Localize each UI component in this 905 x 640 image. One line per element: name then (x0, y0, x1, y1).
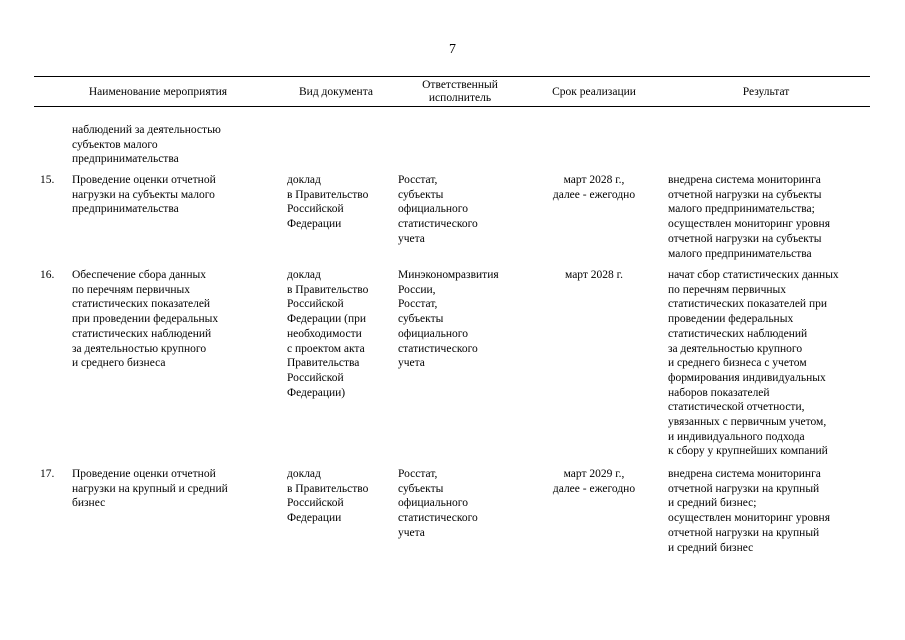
row-15-num: 15. (40, 174, 55, 186)
header-result: Результат (742, 86, 790, 98)
continuation-name: наблюдений за деятельностью субъектов малого предпринимательства (72, 124, 221, 166)
row-17-name: Проведение оценки отчетной нагрузки на крупный и средний бизнес (72, 468, 228, 510)
row-17-responsible: Росстат, субъекты официального статистического учета (398, 468, 478, 539)
row-17-num: 17. (40, 468, 55, 480)
row-15-result: внедрена система мониторинга отчетной нагрузки на субъекты малого предпринимательства; осуществлен мониторинг уровня отчетной нагрузки на субъекты малого предпринимательства (668, 174, 830, 260)
row-16-responsible: Минэкономразвития России, Росстат, субъекты официального статистического учета (398, 269, 499, 370)
header-responsible: Ответственный исполнитель (422, 79, 498, 104)
page-number: 7 (449, 42, 456, 57)
row-16-name: Обеспечение сбора данных по перечням первичных статистических показателей при проведении федеральных статистических наблюдений за деятельностью крупного и среднего бизнеса (72, 269, 219, 370)
row-15-name: Проведение оценки отчетной нагрузки на субъекты малого предпринимательства (72, 174, 216, 216)
row-15-term: март 2028 г., далее - ежегодно (552, 174, 636, 201)
table-header-bottom-rule (34, 106, 870, 107)
row-16-term: март 2028 г. (565, 269, 623, 281)
table-header-top-rule (34, 76, 870, 77)
row-15-responsible: Росстат, субъекты официального статистического учета (398, 174, 478, 245)
row-17-term: март 2029 г., далее - ежегодно (552, 468, 636, 495)
row-17-result: внедрена система мониторинга отчетной нагрузки на крупный и средний бизнес; осуществлен мониторинг уровня отчетной нагрузки на крупный и средний бизнес (668, 468, 830, 554)
row-17-doc-type: доклад в Правительство Российской Федерации (287, 468, 369, 525)
header-doc-type: Вид документа (299, 86, 373, 98)
header-term: Срок реализации (552, 86, 636, 98)
row-15-doc-type: доклад в Правительство Российской Федерации (287, 174, 369, 231)
header-name: Наименование мероприятия (88, 86, 228, 98)
row-16-result: начат сбор статистических данных по перечням первичных статистических показателей при проведении федеральных статистических наблюдений за деятельностью крупного и среднего бизнеса с учетом формирования индивидуальных наборов показателей статистической отчетности, увязанных с первичным учетом, и индивидуального подхода к сбору у крупнейших компаний (668, 269, 839, 458)
row-16-num: 16. (40, 269, 55, 281)
row-16-doc-type: доклад в Правительство Российской Федерации (при необходимости с проектом акта Правительства Российской Федерации) (287, 269, 369, 399)
